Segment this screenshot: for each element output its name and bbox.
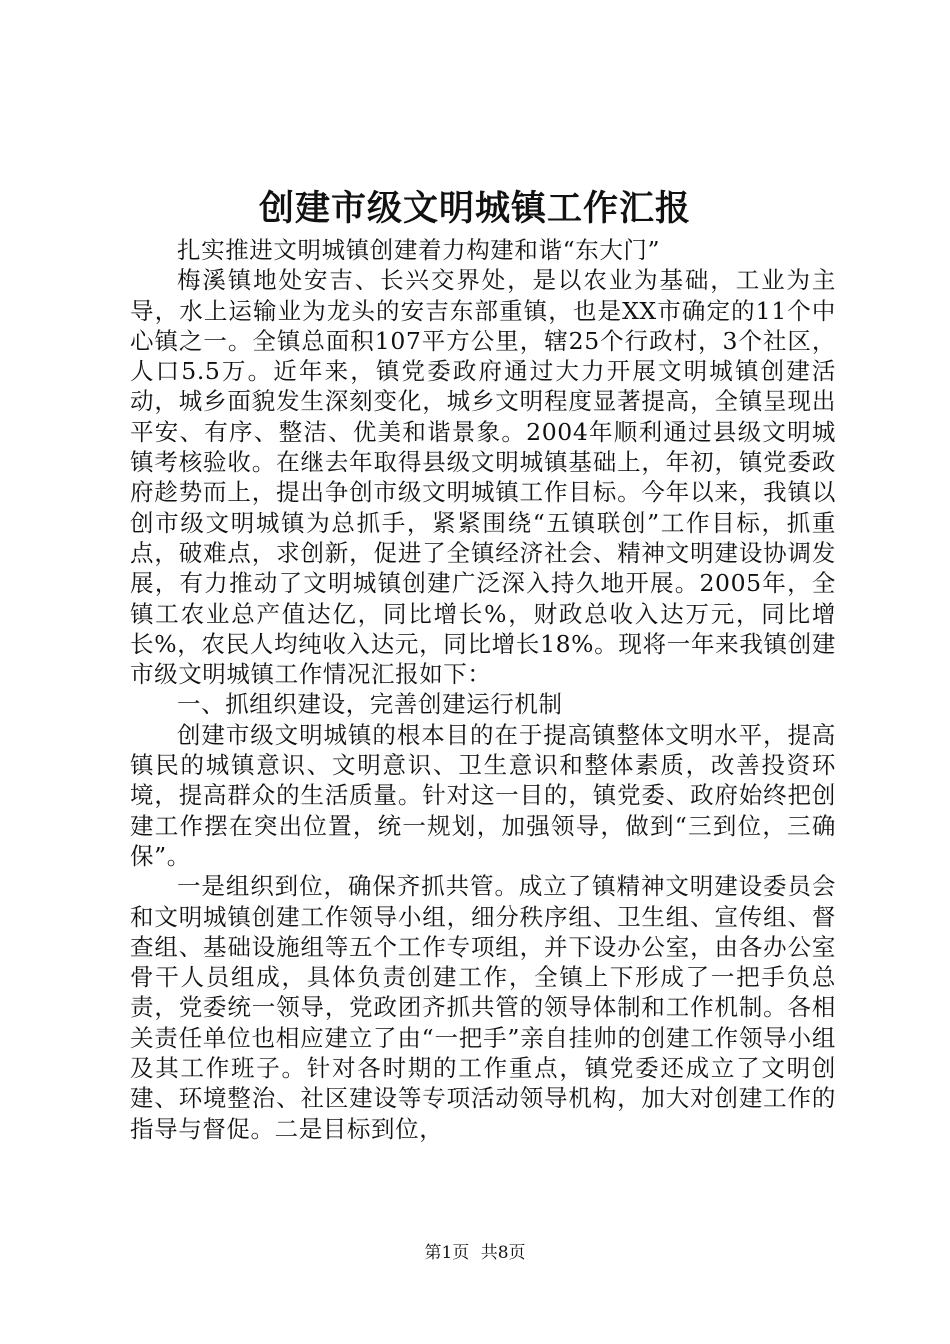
intro-paragraph: 梅溪镇地处安吉、长兴交界处，是以农业为基础，工业为主导，水上运输业为龙头的安吉东部重镇，也是XX市确定的11个中心镇之一。全镇总面积107平方公里，辖25个行政村，3个社区，人口5.5万。近年来，镇党委政府通过大力开展文明城镇创建活动，城乡面貌发生深刻变化，城乡文明程度显著提高，全镇呈现出平安、有序、整洁、优美和谐景象。2004年顺利通过县级文明城镇考核验收。在继去年取得县级文明城镇基础上，年初，镇党委政府趁势而上，提出争创市级文明城镇工作目标。今年以来，我镇以创市级文明城镇为总抓手，紧紧围绕“五镇联创”工作目标，抓重点，破难点，求创新，促进了全镇经济社会、精神文明建设协调发展，有力推动了文明城镇创建广泛深入持久地开展。2005年，全镇工农业总产值达亿，同比增长%，财政总收入达万元，同比增长%，农民人均纯收入达元，同比增长18%。现将一年来我镇创建市级文明城镇工作情况汇报如下： [130,266,836,689]
page-number: 第1页 [424,1243,470,1263]
page-total: 共8页 [480,1243,526,1263]
body-paragraph: 创建市级文明城镇的根本目的在于提高镇整体文明水平，提高镇民的城镇意识、文明意识、卫生意识和整体素质，改善投资环境，提高群众的生活质量。针对这一目的，镇党委、政府始终把创建工作摆在突出位置，统一规划，加强领导，做到“三到位，三确保”。 [130,720,836,870]
section-heading: 一、抓组织建设，完善创建运行机制 [177,690,563,719]
page-footer [0,1241,950,1265]
document-body [130,235,836,1144]
body-paragraph: 一是组织到位，确保齐抓共管。成立了镇精神文明建设委员会和文明城镇创建工作领导小组，细分秩序组、卫生组、宣传组、督查组、基础设施组等五个工作专项组，并下设办公室，由各办公室骨干人员组成，具体负责创建工作，全镇上下形成了一把手负总责，党委统一领导，党政团齐抓共管的领导体制和工作机制。各相关责任单位也相应建立了由“一把手”亲自挂帅的创建工作领导小组及其工作班子。针对各时期的工作重点，镇党委还成立了文明创建、环境整治、社区建设等专项活动领导机构，加大对创建工作的指导与督促。二是目标到位， [130,872,836,1143]
subtitle-paragraph: 扎实推进文明城镇创建着力构建和谐“东大门” [177,236,661,264]
document-title: 创建市级文明城镇工作汇报 [258,188,691,229]
